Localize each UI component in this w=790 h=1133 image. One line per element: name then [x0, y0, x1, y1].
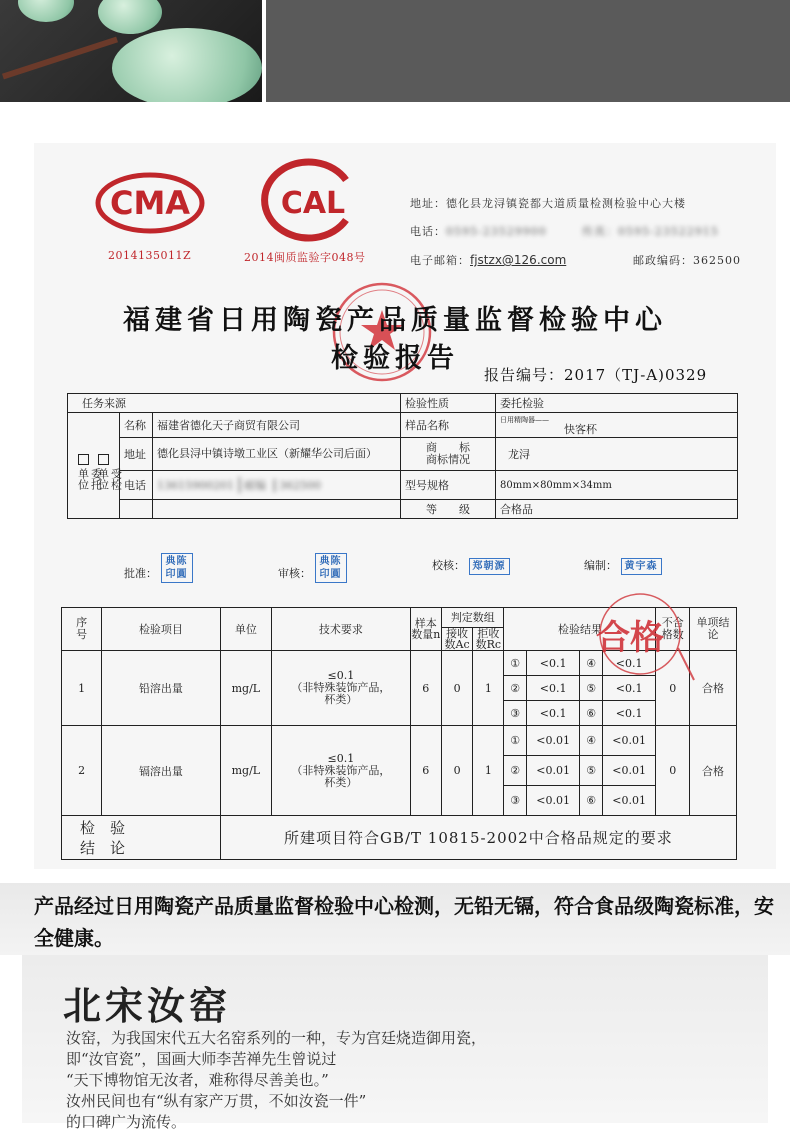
row-req: ≤0.1 （非特殊装饰产品，杯类） — [272, 726, 411, 816]
addr-label: 地址 — [120, 438, 153, 471]
sample-value-cell — [496, 413, 738, 438]
conclusion-label: 检 验 结 论 — [62, 816, 221, 860]
row-item: 铅溶出量 — [102, 651, 220, 726]
sample-index: ⑥ — [580, 701, 602, 726]
fax-label: 传真： — [582, 225, 618, 238]
email-label: 电子邮箱： — [410, 254, 470, 267]
sample-index: ② — [504, 756, 526, 786]
measured-value: <0.01 — [602, 786, 656, 816]
kiln-line: 即“汝官瓷”，国画大师李苦禅先生曾说过 — [66, 1050, 337, 1068]
compile-label: 编制： — [584, 559, 617, 572]
fax-value: 0595-23522915 — [618, 225, 719, 238]
row-ac: 0 — [441, 726, 472, 816]
row-fail: 0 — [656, 726, 690, 816]
row-rc: 1 — [473, 651, 504, 726]
sample-info-table — [67, 393, 738, 519]
row-req: ≤0.1 （非特殊装饰产品，杯类） — [272, 651, 411, 726]
measured-value: <0.01 — [526, 726, 580, 756]
review-stamp: 典陈印圓 — [315, 553, 347, 583]
kiln-line: 汝窑，为我国宋代五大名窑系列的一种，专为宫廷烧造御用瓷， — [66, 1029, 487, 1047]
measured-value: <0.1 — [526, 701, 580, 726]
hdr-fail: 不合格数 — [656, 608, 690, 651]
row-ac: 0 — [441, 651, 472, 726]
sample-index: ⑤ — [580, 756, 602, 786]
hdr-reject: 拒收数Rc — [473, 628, 504, 651]
hdr-req: 技术要求 — [272, 608, 411, 651]
kiln-line: 汝州民间也有“纵有家产万贯，不如汝瓷一件” — [66, 1092, 367, 1110]
measured-value: <0.1 — [526, 651, 580, 676]
cma-logo — [95, 172, 205, 234]
hdr-unit: 单位 — [220, 608, 271, 651]
email-value: fjstzx@126.com — [470, 253, 567, 267]
sample-index: ① — [504, 651, 526, 676]
client-type — [68, 413, 123, 519]
sample-small: 日用精陶器—— — [500, 416, 549, 424]
hdr-accept: 接收数Ac — [441, 628, 472, 651]
check-stamp: 郑朝源 — [469, 558, 510, 575]
client-col-label: 委托单位 — [76, 467, 103, 490]
grade-value: 合格品 — [496, 500, 738, 519]
report-title: 福建省日用陶瓷产品质量监督检验中心 — [123, 305, 667, 336]
cal-logo-text: CAL — [280, 186, 346, 221]
row-no: 2 — [62, 726, 102, 816]
sample-label: 样品名称 — [401, 413, 496, 438]
sample-index: ② — [504, 676, 526, 701]
hdr-sample: 样本数量n — [410, 608, 441, 651]
kiln-line: “天下博物馆无汝者，难称得尽善美也。” — [66, 1071, 329, 1089]
cup-image — [18, 0, 74, 22]
row-unit: mg/L — [220, 726, 271, 816]
measured-value: <0.1 — [602, 701, 656, 726]
check-label: 校核： — [432, 559, 465, 572]
blank-cell — [153, 500, 401, 519]
row-conclusion: 合格 — [689, 726, 736, 816]
tel-post-cell — [153, 471, 401, 500]
row-unit: mg/L — [220, 651, 271, 726]
tray-edge — [2, 37, 118, 80]
addr-value: 德化县浔中镇诗墩工业区（新耀华公司后面） — [153, 438, 401, 471]
kiln-line: 的口碑广为流传。 — [66, 1113, 187, 1131]
post-label: 邮编 — [239, 477, 274, 493]
sample-index: ③ — [504, 786, 526, 816]
review-label: 审核： — [278, 567, 311, 580]
cma-logo-text: CMA — [109, 184, 191, 222]
conclusion-row — [62, 816, 737, 860]
tel-value: 13615900201 — [157, 479, 234, 492]
phone-label: 电话： — [410, 225, 446, 238]
report-number: 报告编号：2017（TJ-A)0329 — [484, 366, 708, 384]
sample-index: ⑥ — [580, 786, 602, 816]
lab-fax — [582, 223, 719, 239]
hdr-judge: 判定数组 — [441, 608, 504, 628]
row-item: 镉溶出量 — [102, 726, 220, 816]
cup-image — [112, 28, 262, 102]
table-row — [62, 726, 737, 756]
trademark-value: 龙浔 — [496, 438, 738, 471]
sample-index: ④ — [580, 651, 602, 676]
measured-value: <0.01 — [526, 756, 580, 786]
row-n: 6 — [410, 651, 441, 726]
row-fail: 0 — [656, 651, 690, 726]
post-value: 362500 — [274, 479, 321, 492]
measured-value: <0.1 — [526, 676, 580, 701]
model-value: 80mm×80mm×34mm — [496, 471, 738, 500]
hdr-no: 序号 — [62, 608, 102, 651]
report-subtitle: 检验报告 — [331, 343, 459, 374]
kiln-description — [66, 1028, 486, 1133]
model-label: 型号规格 — [401, 471, 496, 500]
blank-cell — [120, 500, 153, 519]
product-photo-left — [0, 0, 262, 102]
compile-sig — [584, 557, 662, 575]
product-photo-right — [266, 0, 790, 102]
tel-label: 电话 — [120, 471, 153, 500]
trademark-label: 商 标 商标情况 — [401, 438, 496, 471]
lab-email — [410, 252, 566, 268]
verdict-stamp — [584, 590, 696, 682]
check-sig — [432, 557, 510, 575]
review-sig — [278, 553, 347, 583]
safety-statement: 产品经过日用陶瓷产品质量监督检验中心检测，无铅无镉，符合食品级陶瓷标准，安全健康。 — [34, 894, 774, 950]
measured-value: <0.01 — [602, 726, 656, 756]
verdict-text: 合格 — [596, 618, 664, 658]
hdr-conclusion: 单项结论 — [689, 608, 736, 651]
approve-label: 批准： — [124, 567, 157, 580]
nature-label: 检验性质 — [401, 394, 496, 413]
measured-value: <0.01 — [602, 756, 656, 786]
kiln-title: 北宋汝窑 — [63, 983, 232, 1028]
approve-sig — [124, 553, 193, 583]
hdr-result: 检验结果 — [504, 608, 656, 651]
hdr-item: 检验项目 — [102, 608, 220, 651]
lab-address: 地址：德化县龙浔镇瓷都大道质量检测检验中心大楼 — [410, 197, 686, 210]
task-source-label: 任务来源 — [68, 394, 401, 413]
sample-index: ③ — [504, 701, 526, 726]
row-no: 1 — [62, 651, 102, 726]
cal-logo — [258, 158, 362, 242]
measured-value: <0.1 — [602, 676, 656, 701]
cma-code: 2014135011Z — [108, 249, 192, 262]
name-label: 名称 — [120, 413, 153, 438]
checkbox-icon — [98, 454, 109, 465]
approve-stamp: 典陈印圓 — [161, 553, 193, 583]
name-value: 福建省德化天子商贸有限公司 — [153, 413, 401, 438]
conclusion-text: 所建项目符合GB/T 10815-2002中合格品规定的要求 — [220, 816, 736, 860]
sample-value: 快客杯 — [564, 423, 597, 436]
sample-index: ⑤ — [580, 676, 602, 701]
inspected-col-label: 受检单位 — [96, 467, 123, 490]
sample-index: ④ — [580, 726, 602, 756]
phone-value: 0595-23529900 — [446, 225, 547, 238]
cup-image — [98, 0, 162, 34]
cal-code: 2014闽质监验字048号 — [244, 251, 366, 264]
row-rc: 1 — [473, 726, 504, 816]
row-n: 6 — [410, 726, 441, 816]
checkbox-icon — [78, 454, 89, 465]
compile-stamp: 黄宇森 — [621, 558, 662, 575]
sample-index: ① — [504, 726, 526, 756]
lab-postcode: 邮政编码：362500 — [633, 254, 741, 267]
lab-phone — [410, 223, 547, 239]
measured-value: <0.1 — [602, 651, 656, 676]
measured-value: <0.01 — [526, 786, 580, 816]
nature-value: 委托检验 — [496, 394, 738, 413]
row-conclusion: 合格 — [689, 651, 736, 726]
grade-label: 等 级 — [401, 500, 496, 519]
